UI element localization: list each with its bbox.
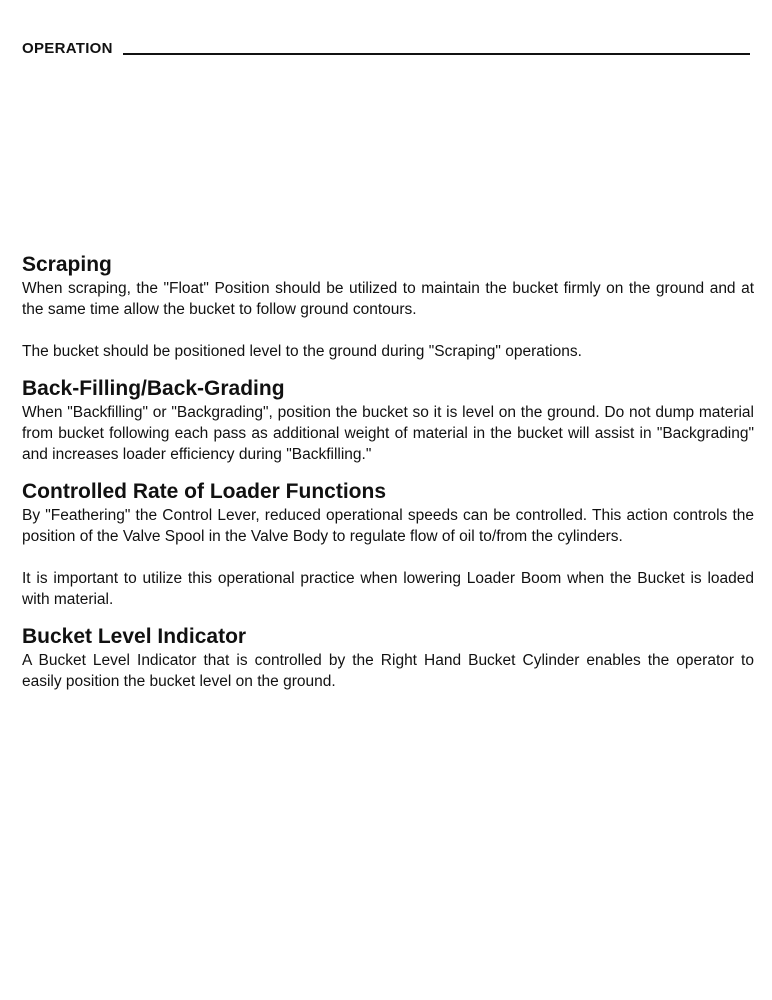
- section-title: Controlled Rate of Loader Functions: [22, 480, 387, 503]
- content: [22, 252, 754, 706]
- paragraph: By "Feathering" the Control Lever, reduced operational speeds can be controlled. This action controls the position of the Valve Spool in the Valve Body to regulate flow of oil to/from the cylinders.: [22, 507, 754, 545]
- paragraph: When "Backfilling" or "Backgrading", position the bucket so it is level on the ground. Do not dump material from bucket following each pass as additional weight of material in the bucket will assist in "Backgrading" and increases loader efficiency during "Backfilling.": [22, 404, 754, 463]
- section-scraping: [22, 252, 754, 362]
- header-label: OPERATION: [22, 40, 113, 57]
- paragraph: It is important to utilize this operational practice when lowering Loader Boom when the Bucket is loaded with material.: [22, 570, 754, 608]
- section-title: Back-Filling/Back-Grading: [22, 377, 285, 400]
- paragraph: The bucket should be positioned level to the ground during "Scraping" operations.: [22, 343, 582, 360]
- section-bucket-level-indicator: [22, 624, 754, 692]
- section-title: Scraping: [22, 253, 112, 276]
- section-back-filling: [22, 376, 754, 465]
- section-controlled-rate: [22, 479, 754, 610]
- page-header: [22, 40, 750, 58]
- header-rule: [123, 53, 750, 55]
- paragraph: A Bucket Level Indicator that is controlled by the Right Hand Bucket Cylinder enables the operator to easily position the bucket level on the ground.: [22, 652, 754, 690]
- section-title: Bucket Level Indicator: [22, 625, 247, 648]
- paragraph: When scraping, the "Float" Position should be utilized to maintain the bucket firmly on the ground and at the same time allow the bucket to follow ground contours.: [22, 280, 754, 318]
